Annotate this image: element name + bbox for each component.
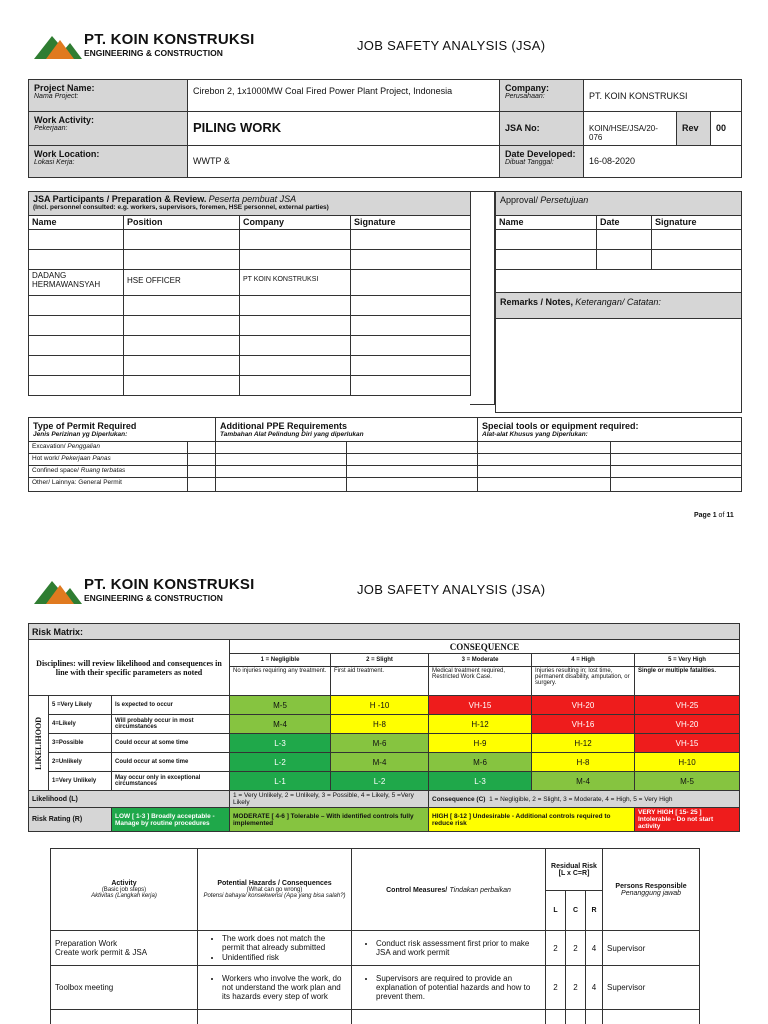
tools-cell <box>611 454 742 466</box>
permit-item-id: Penggalian <box>67 443 100 450</box>
participant-company <box>240 316 351 336</box>
jsa-no-label-cell <box>500 112 584 146</box>
hazards-cell <box>198 931 352 966</box>
permit-checkbox[interactable] <box>188 454 216 466</box>
work-activity-label-cell <box>29 112 188 146</box>
residual-r <box>586 1010 603 1024</box>
tools-cell <box>611 466 742 478</box>
rev-label-cell <box>677 112 711 146</box>
approval-signature <box>652 230 742 250</box>
rating-very-high: VERY HIGH [ 15- 25 ] Intolerable - Do not start activity <box>635 808 740 832</box>
hazard-item: • The work does not match the permit that already submitted <box>222 934 347 952</box>
risk-cell: H -10 <box>331 696 429 715</box>
participant-row <box>29 230 471 250</box>
likelihood-legend-label: Likelihood (L) <box>29 791 230 808</box>
person-responsible: Supervisor <box>603 931 700 966</box>
participant-row <box>29 376 471 396</box>
controls-cell <box>352 1010 546 1024</box>
remarks-title-italic: Keterangan/ Catatan: <box>575 297 661 307</box>
company-sublabel: Perusahaan: <box>505 93 545 100</box>
discipline-note: Disciplines: will review likelihood and consequences in line with their specific parameters as noted <box>29 640 230 696</box>
participants-title: JSA Participants / Preparation & Review. <box>33 194 207 204</box>
risk-cell: VH-15 <box>635 734 740 753</box>
project-name-cell <box>188 80 500 112</box>
permit-row <box>29 454 742 466</box>
likelihood-legend: 1 = Very Unlikely, 2 = Unlikely, 3 = Possible, 4 = Likely, 5 =Very Likely <box>230 791 429 808</box>
consequence-desc: Single or multiple fatalities. <box>635 667 740 696</box>
project-name-sublabel: Nama Project: <box>34 93 79 100</box>
work-activity-label: Work Activity: <box>34 115 95 125</box>
participant-company: PT KOIN KONSTRUKSI <box>240 270 351 296</box>
remarks-title: Remarks / Notes, <box>500 297 574 307</box>
date-label-cell <box>500 146 584 178</box>
company-logo-page2 <box>34 575 255 609</box>
risk-cell: L-2 <box>230 753 331 772</box>
control-item: • Supervisors are required to provide an explanation of potential hazards and how to prevent them. <box>376 974 541 1002</box>
header-residual-cell <box>546 849 603 891</box>
company-name: PT. KOIN KONSTRUKSI <box>84 576 255 593</box>
risk-cell: M-6 <box>429 753 532 772</box>
participant-signature <box>351 270 471 296</box>
participant-name <box>29 296 124 316</box>
risk-cell: L-1 <box>230 772 331 791</box>
company-name: PT. KOIN KONSTRUKSI <box>84 31 255 48</box>
consequence-desc: First aid treatment. <box>331 667 429 696</box>
consequence-desc: Medical treatment required, Restricted Work Case. <box>429 667 532 696</box>
header-control-cell <box>352 849 546 931</box>
participant-name <box>29 230 124 250</box>
remarks-body <box>496 319 742 413</box>
ppe-cell <box>216 466 347 478</box>
permit-row <box>29 442 742 454</box>
activity-step: Preparation Work <box>55 939 118 948</box>
page-number <box>694 512 734 519</box>
likelihood-desc: May occur only in exceptional circumstances <box>112 772 230 791</box>
page-total: 11 <box>726 512 734 519</box>
rev-label: Rev <box>682 123 699 133</box>
mountain-logo-icon <box>34 575 82 605</box>
participant-signature <box>351 250 471 270</box>
approval-date <box>597 230 652 250</box>
project-info-table <box>28 79 742 178</box>
activity-row <box>51 966 700 1010</box>
residual-c: 2 <box>566 931 586 966</box>
permit-item-en: Excavation/ <box>32 443 66 450</box>
controls-cell <box>352 931 546 966</box>
approval-row <box>496 230 742 250</box>
tools-subtitle: Alat-alat Khusus yang Diperlukan: <box>482 431 588 438</box>
header-activity-sub1: (Basic job steps) <box>101 887 147 893</box>
rating-moderate: MODERATE [ 4-6 ] Tolerable – With identified controls fully implemented <box>230 808 429 832</box>
company-label-cell <box>500 80 584 112</box>
likelihood-row <box>29 753 740 772</box>
consequence-name: 4 = High <box>532 654 635 667</box>
participant-position <box>124 230 240 250</box>
risk-cell: L-3 <box>230 734 331 753</box>
participant-company <box>240 376 351 396</box>
participant-name <box>29 316 124 336</box>
approval-wide-row <box>496 270 742 293</box>
company-label: Company: <box>505 83 550 93</box>
header-l: L <box>546 891 566 931</box>
permit-item-en: Hot work/ <box>32 455 60 462</box>
risk-cell: M-5 <box>230 696 331 715</box>
approval-row <box>496 250 742 270</box>
tools-cell <box>478 466 611 478</box>
company-tagline: ENGINEERING & CONSTRUCTION <box>84 48 223 58</box>
rev-value: 00 <box>716 123 727 133</box>
participant-position <box>124 296 240 316</box>
participant-name <box>29 356 124 376</box>
participant-signature <box>351 376 471 396</box>
header-position: Position <box>124 216 240 230</box>
participant-row <box>29 296 471 316</box>
company-logo <box>34 30 255 64</box>
permit-checkbox[interactable] <box>188 442 216 454</box>
likelihood-level: 1=Very Unlikely <box>49 772 112 791</box>
participant-name <box>29 376 124 396</box>
company-tagline: ENGINEERING & CONSTRUCTION <box>84 593 223 603</box>
project-name-value: Cirebon 2, 1x1000MW Coal Fired Power Plant Project, Indonesia <box>193 86 453 96</box>
header-hazards-sub1: (What can go wrong) <box>246 887 303 893</box>
tools-title-cell <box>478 418 742 442</box>
page-current: 1 <box>712 512 717 519</box>
risk-matrix-table <box>28 623 740 832</box>
likelihood-desc: Is expected to occur <box>112 696 230 715</box>
approval-signature <box>652 250 742 270</box>
permit-row <box>29 466 742 478</box>
participant-position <box>124 376 240 396</box>
risk-cell: M-6 <box>331 734 429 753</box>
permit-checkbox[interactable] <box>188 478 216 492</box>
header-person-sub: Penanggung jawab <box>621 889 681 897</box>
participant-company <box>240 356 351 376</box>
risk-cell: M-4 <box>331 753 429 772</box>
header-person: Persons Responsible <box>615 882 687 890</box>
risk-cell: H-8 <box>532 753 635 772</box>
participant-company <box>240 230 351 250</box>
tools-cell <box>478 478 611 492</box>
permit-row <box>29 478 742 492</box>
ppe-cell <box>347 466 478 478</box>
likelihood-level: 5 =Very Likely <box>49 696 112 715</box>
person-responsible: Supervisor <box>603 966 700 1010</box>
document-title: JOB SAFETY ANALYSIS (JSA) <box>357 38 546 53</box>
residual-l <box>546 1010 566 1024</box>
header-name: Name <box>29 216 124 230</box>
work-location-label-cell <box>29 146 188 178</box>
residual-l: 2 <box>546 931 566 966</box>
consequence-legend-label: Consequence (C) <box>432 795 486 803</box>
permit-item-id: Ruang terbatas <box>80 467 126 474</box>
page-prefix: Page <box>694 512 711 519</box>
approval-row <box>496 270 742 293</box>
risk-cell: H-12 <box>429 715 532 734</box>
rating-low: LOW [ 1-3 ] Broadly acceptable - Manage by routine procedures <box>112 808 230 832</box>
residual-r: 4 <box>586 966 603 1010</box>
risk-cell: VH-20 <box>635 715 740 734</box>
likelihood-desc: Will probably occur in most circumstances <box>112 715 230 734</box>
participant-signature <box>351 316 471 336</box>
permit-item-cell <box>29 454 188 466</box>
consequence-name: 2 = Slight <box>331 654 429 667</box>
ppe-cell <box>216 478 347 492</box>
header-control-italic: Tindakan perbaikan <box>449 887 511 894</box>
approval-title-italic: Persetujuan <box>540 195 589 205</box>
consequence-name: 3 = Moderate <box>429 654 532 667</box>
permit-checkbox[interactable] <box>188 466 216 478</box>
permit-item-en: Other/ Lainnya: <box>32 479 77 486</box>
risk-cell: H-10 <box>635 753 740 772</box>
risk-cell: M-4 <box>532 772 635 791</box>
consequence-name: 5 = Very High <box>635 654 740 667</box>
approval-date <box>597 250 652 270</box>
rev-cell <box>711 112 742 146</box>
likelihood-desc: Could occur at some time <box>112 734 230 753</box>
header-activity: Activity <box>111 880 137 887</box>
rating-high: HIGH [ 8-12 ] Undesirable - Additional controls required to reduce risk <box>429 808 635 832</box>
project-name-label-cell <box>29 80 188 112</box>
risk-cell: VH-16 <box>532 715 635 734</box>
risk-cell: VH-25 <box>635 696 740 715</box>
permit-item-en: Confined space/ <box>32 467 79 474</box>
residual-l: 2 <box>546 966 566 1010</box>
header-hazards-sub2: Potensi bahaya/ konsekwensi (Apa yang bisa salah?) <box>203 893 346 899</box>
participant-row <box>29 356 471 376</box>
company-value-cell <box>584 80 742 112</box>
participant-name <box>29 250 124 270</box>
risk-cell: L-3 <box>429 772 532 791</box>
hazard-item: • Workers who involve the work, do not understand the work plan and its hazards every step of work <box>222 974 347 1002</box>
risk-cell: H-12 <box>532 734 635 753</box>
approval-header-signature: Signature <box>652 216 742 230</box>
approval-header-date: Date <box>597 216 652 230</box>
likelihood-level: 3=Possible <box>49 734 112 753</box>
ppe-cell <box>347 478 478 492</box>
risk-cell: L-2 <box>331 772 429 791</box>
mountain-logo-icon <box>34 30 82 60</box>
header-control: Control Measures/ <box>386 887 448 894</box>
header-company: Company <box>240 216 351 230</box>
activity-cell <box>51 966 198 1010</box>
work-location-label: Work Location: <box>34 149 100 159</box>
hazard-item: • Unidentified risk <box>222 953 347 962</box>
jsa-no-value: KOIN/HSE/JSA/20-076 <box>589 124 658 142</box>
person-responsible <box>603 1010 700 1024</box>
residual-c <box>566 1010 586 1024</box>
hazards-cell <box>198 966 352 1010</box>
activity-step: Create work permit & JSA <box>55 948 148 957</box>
ppe-cell <box>216 442 347 454</box>
work-location-sublabel: Lokasi Kerja: <box>34 159 75 166</box>
participant-position <box>124 316 240 336</box>
consequence-label: CONSEQUENCE <box>230 640 740 654</box>
date-label: Date Developed: <box>505 149 576 159</box>
risk-cell: H-9 <box>429 734 532 753</box>
activity-step: Toolbox meeting <box>55 983 114 992</box>
activity-row <box>51 1010 700 1024</box>
participant-position <box>124 336 240 356</box>
approval-name <box>496 230 597 250</box>
permit-item-id: Pekerjaan Panas <box>61 455 111 462</box>
risk-cell: VH-20 <box>532 696 635 715</box>
participants-table <box>28 191 471 396</box>
date-cell <box>584 146 742 178</box>
header-activity-sub2: Aktivitas (Langkah kerja) <box>91 893 157 899</box>
ppe-cell <box>216 454 347 466</box>
consequence-legend: 1 = Negligible, 2 = Slight, 3 = Moderate, 4 = High, 5 = Very High <box>489 795 673 803</box>
participant-name: DADANG HERMAWANSYAH <box>29 270 124 296</box>
risk-cell: H-8 <box>331 715 429 734</box>
activity-cell <box>51 1010 198 1024</box>
work-activity-value: PILING WORK <box>193 120 282 135</box>
participants-title-cell <box>29 192 471 216</box>
residual-c: 2 <box>566 966 586 1010</box>
participant-row <box>29 336 471 356</box>
participant-position <box>124 356 240 376</box>
header-c: C <box>566 891 586 931</box>
approval-header-name: Name <box>496 216 597 230</box>
participant-row <box>29 270 471 296</box>
permit-item-cell <box>29 478 188 492</box>
tools-cell <box>611 478 742 492</box>
likelihood-row <box>29 696 740 715</box>
header-person-cell <box>603 849 700 931</box>
remarks-title-cell <box>496 293 742 319</box>
risk-matrix-title: Risk Matrix: <box>29 624 740 640</box>
spacer-cell <box>470 192 495 405</box>
ppe-subtitle: Tambahan Alat Pelindung Diri yang diperlukan <box>220 431 364 438</box>
activity-table <box>50 848 700 1024</box>
ppe-title-cell <box>216 418 478 442</box>
tools-cell <box>478 454 611 466</box>
tools-title: Special tools or equipment required: <box>482 421 639 431</box>
header-residual: Residual Risk <box>551 862 597 870</box>
jsa-no-label: JSA No: <box>505 123 540 133</box>
permit-title-cell <box>29 418 216 442</box>
likelihood-level: 2=Unlikely <box>49 753 112 772</box>
likelihood-desc: Could occur at some time <box>112 753 230 772</box>
consequence-desc: No injuries requiring any treatment. <box>230 667 331 696</box>
header-hazards-cell <box>198 849 352 931</box>
approval-title: Approval/ <box>500 195 539 205</box>
permit-subtitle: Jenis Perizinan yg Diperlukan: <box>33 431 128 438</box>
likelihood-axis <box>29 696 49 791</box>
participant-signature <box>351 356 471 376</box>
consequence-desc: Injuries resulting in; lost time, permanent disability, amputation, or surgery. <box>532 667 635 696</box>
header-residual-sub: [L x C=R] <box>558 869 590 877</box>
work-location-cell <box>188 146 500 178</box>
document-title-page2: JOB SAFETY ANALYSIS (JSA) <box>357 582 546 597</box>
participant-company <box>240 250 351 270</box>
consequence-name: 1 = Negligible <box>230 654 331 667</box>
likelihood-row <box>29 772 740 791</box>
participant-signature <box>351 336 471 356</box>
participant-signature <box>351 296 471 316</box>
participants-title-italic: Peserta pembuat JSA <box>208 194 297 204</box>
participant-position: HSE OFFICER <box>124 270 240 296</box>
participant-company <box>240 336 351 356</box>
participant-name <box>29 336 124 356</box>
permit-item-cell <box>29 442 188 454</box>
work-location-value: WWTP & <box>193 156 230 166</box>
jsa-no-cell <box>584 112 677 146</box>
activity-row <box>51 931 700 966</box>
likelihood-row <box>29 715 740 734</box>
approval-table <box>495 191 742 413</box>
header-r: R <box>586 891 603 931</box>
controls-cell <box>352 966 546 1010</box>
date-sublabel: Dibuat Tanggal: <box>505 159 554 166</box>
likelihood-label: LIKELIHOOD <box>34 716 43 770</box>
approval-title-cell <box>496 192 742 216</box>
permit-title: Type of Permit Required <box>33 421 137 431</box>
participant-company <box>240 296 351 316</box>
header-activity-cell <box>51 849 198 931</box>
consequence-legend-cell <box>429 791 740 808</box>
participants-note: (Incl. personnel consulted: e.g. workers, supervisors, foremen, HSE personnel, external parties) <box>33 204 329 211</box>
residual-r: 4 <box>586 931 603 966</box>
work-activity-cell <box>188 112 500 146</box>
activity-cell <box>51 931 198 966</box>
risk-rating-label: Risk Rating (R) <box>29 808 112 832</box>
page-of: of <box>718 512 725 519</box>
project-name-label: Project Name: <box>34 83 95 93</box>
likelihood-row <box>29 734 740 753</box>
tools-cell <box>478 442 611 454</box>
tools-cell <box>611 442 742 454</box>
ppe-cell <box>347 454 478 466</box>
risk-cell: VH-15 <box>429 696 532 715</box>
likelihood-level: 4=Likely <box>49 715 112 734</box>
permit-table <box>28 417 742 492</box>
participant-position <box>124 250 240 270</box>
permit-item-id: General Permit <box>78 479 122 486</box>
company-value: PT. KOIN KONSTRUKSI <box>589 91 688 101</box>
ppe-cell <box>347 442 478 454</box>
hazards-cell <box>198 1010 352 1024</box>
ppe-title: Additional PPE Requirements <box>220 421 348 431</box>
participant-signature <box>351 230 471 250</box>
work-activity-sublabel: Pekerjaan: <box>34 125 68 132</box>
date-value: 16-08-2020 <box>589 156 636 166</box>
header-hazards: Potential Hazards / Consequences <box>217 880 332 887</box>
approval-name <box>496 250 597 270</box>
risk-cell: M-4 <box>230 715 331 734</box>
participant-row <box>29 316 471 336</box>
spacer-column <box>470 191 495 405</box>
risk-cell: M-5 <box>635 772 740 791</box>
permit-item-cell <box>29 466 188 478</box>
header-signature: Signature <box>351 216 471 230</box>
participant-row <box>29 250 471 270</box>
control-item: • Conduct risk assessment first prior to make JSA and work permit <box>376 939 541 957</box>
